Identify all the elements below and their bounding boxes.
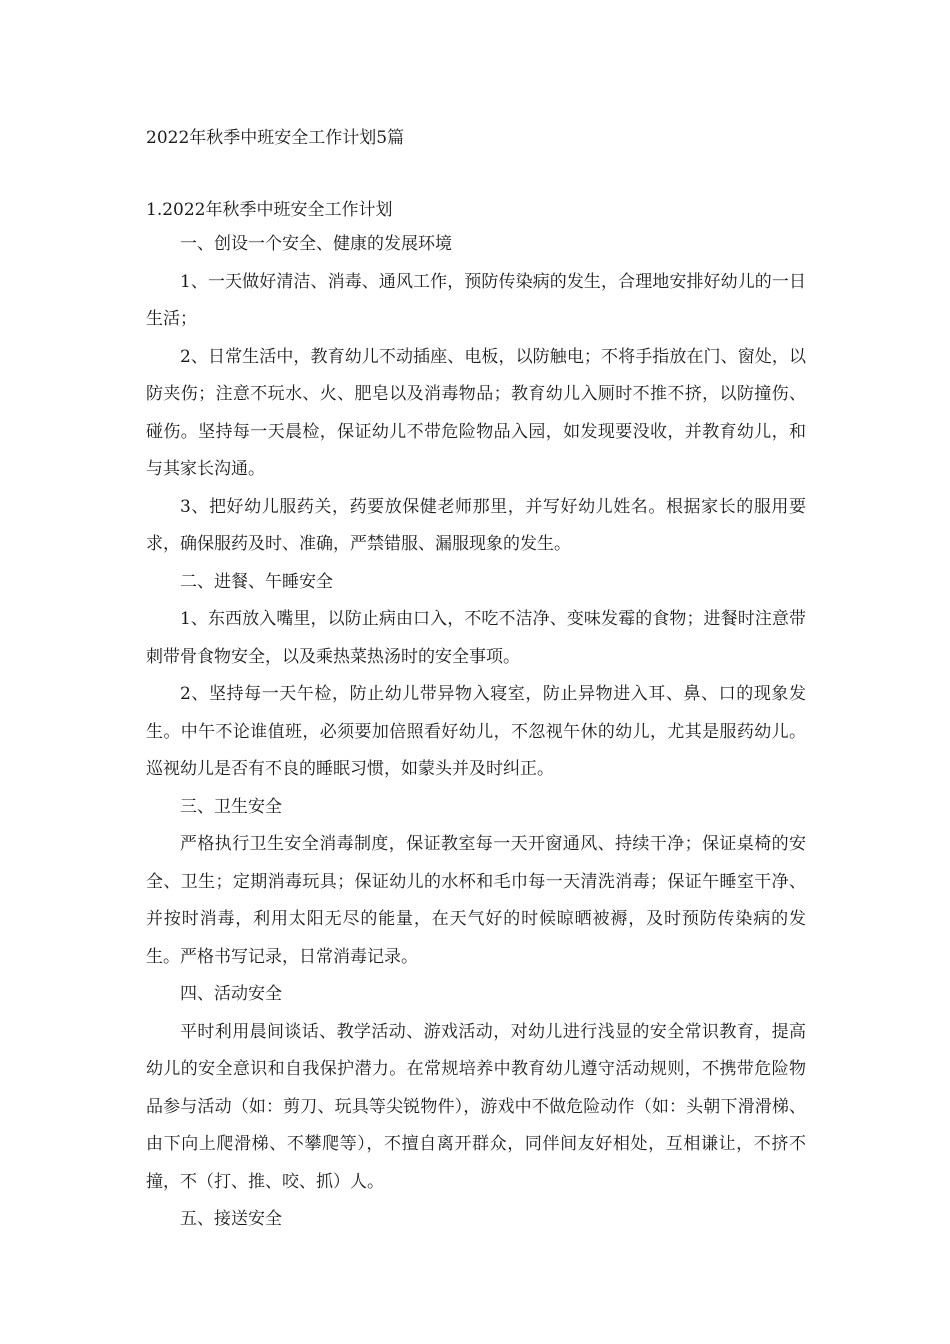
document-page [146,122,806,1239]
section-title: 1.2022年秋季中班安全工作计划 [146,200,393,220]
document-title: 2022年秋季中班安全工作计划5篇 [146,128,405,148]
paragraph-daily-life: 2、日常生活中，教育幼儿不动插座、电板，以防触电；不将手指放在门、窗处，以防夹伤；注意不玩水、火、肥皂以及消毒物品；教育幼儿入厕时不推不挤，以防撞伤、碰伤。坚持每一天晨检，保证幼儿不带危险物品入园，如发现要没收，并教育幼儿，和与其家长沟通。 [146,346,806,479]
paragraph-activity: 平时利用晨间谈话、教学活动、游戏活动，对幼儿进行浅显的安全常识教育，提高幼儿的安全意识和自我保护潜力。在常规培养中教育幼儿遵守活动规则，不携带危险物品参与活动（如：剪刀、玩具等尖锐物件），游戏中不做危险动作（如：头朝下滑滑梯、由下向上爬滑梯、不攀爬等），不擅自离开群众，同伴间友好相处，互相谦让，不挤不撞，不（打、推、咬、抓）人。 [146,1021,806,1192]
paragraph-medicine: 3、把好幼儿服药关，药要放保健老师那里，并写好幼儿姓名。根据家长的服用要求，确保服药及时、准确，严禁错服、漏服现象的发生。 [146,496,806,554]
paragraph-eating: 1、东西放入嘴里，以防止病由口入，不吃不洁净、变味发霉的食物；进餐时注意带刺带骨食物安全，以及乘热菜热汤时的安全事项。 [146,609,806,667]
paragraph-hygiene: 严格执行卫生安全消毒制度，保证教室每一天开窗通风、持续干净；保证桌椅的安全、卫生；定期消毒玩具；保证幼儿的水杯和毛巾每一天清洗消毒；保证午睡室干净、并按时消毒，利用太阳无尽的能量，在天气好的时候晾晒被褥，及时预防传染病的发生。严格书写记录，日常消毒记录。 [146,834,806,967]
heading-activity: 四、活动安全 [180,984,282,1004]
heading-environment: 一、创设一个安全、健康的发展环境 [180,234,452,254]
heading-pickup: 五、接送安全 [180,1209,282,1229]
heading-hygiene: 三、卫生安全 [180,796,282,817]
paragraph-cleaning: 1、一天做好清洁、消毒、通风工作，预防传染病的发生，合理地安排好幼儿的一日生活； [146,271,806,329]
heading-meals-nap: 二、进餐、午睡安全 [180,571,333,592]
paragraph-nap-check: 2、坚持每一天午检，防止幼儿带异物入寝室，防止异物进入耳、鼻、口的现象发生。中午不论谁值班，必须要加倍照看好幼儿，不忽视午休的幼儿，尤其是服药幼儿。巡视幼儿是否有不良的睡眠习惯，如蒙头并及时纠正。 [146,684,806,779]
